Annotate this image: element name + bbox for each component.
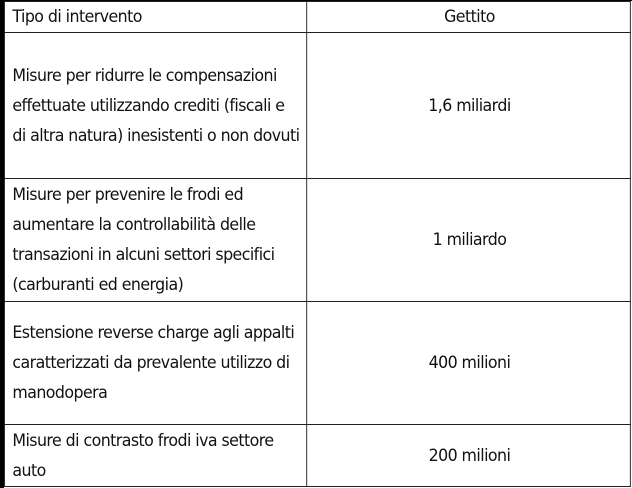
row-gettito: 1,6 miliardi [307, 33, 631, 179]
row-gettito: 400 milioni [307, 302, 631, 425]
table-row [4, 179, 630, 302]
table-sheet [4, 1, 632, 488]
header-gettito: Gettito [307, 2, 631, 33]
table-header-row [4, 2, 630, 33]
table-row [4, 425, 630, 487]
row-gettito: 200 milioni [307, 425, 631, 487]
row-tipo: Estensione reverse charge agli appalti caratterizzati da prevalente utilizzo di manodopera [4, 302, 306, 425]
row-gettito: 1 miliardo [307, 179, 631, 302]
row-tipo: Misure di contrasto frodi iva settore auto [4, 425, 306, 487]
table-row [4, 33, 630, 179]
row-tipo: Misure per prevenire le frodi ed aumentare la controllabilità delle transazioni in alcuni settori specifici (carburanti ed energia) [4, 179, 306, 302]
header-tipo-intervento: Tipo di intervento [4, 2, 306, 33]
table-row [4, 302, 630, 425]
interventions-table [4, 1, 631, 487]
row-tipo: Misure per ridurre le compensazioni effettuate utilizzando crediti (fiscali e di altra natura) inesistenti o non dovuti [4, 33, 306, 179]
